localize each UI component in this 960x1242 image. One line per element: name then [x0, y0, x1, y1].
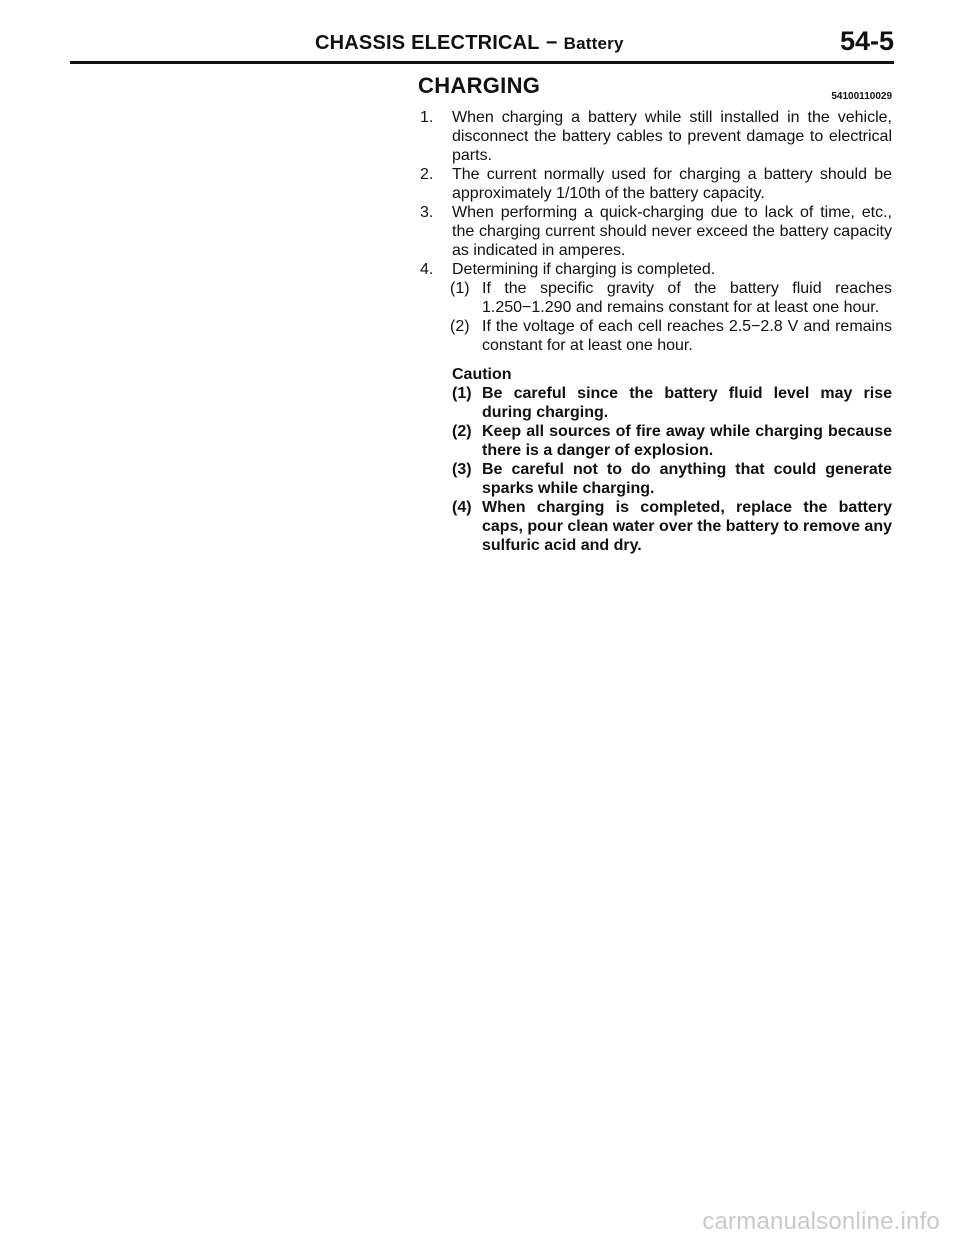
list-item-number: 4.	[420, 261, 434, 278]
caution-block	[418, 365, 892, 555]
content-column	[418, 73, 892, 555]
caution-item-text: Be careful since the battery fluid level may rise during charging.	[482, 385, 892, 421]
caution-item-text: Be careful not to do anything that could generate sparks while charging.	[482, 461, 892, 497]
caution-item-number: (4)	[452, 499, 472, 516]
list-item-number: 1.	[420, 109, 434, 126]
sub-list-item	[418, 279, 892, 317]
header-dash: −	[545, 32, 558, 54]
caution-item-text: Keep all sources of fire away while charging because there is a danger of explosion.	[482, 423, 892, 459]
watermark: carmanualsonline.info	[702, 1208, 940, 1235]
caution-item	[418, 422, 892, 460]
sub-list-item-number: (1)	[450, 280, 470, 297]
list-item-text: The current normally used for charging a battery should be approximately 1/10th of the battery capacity.	[452, 166, 892, 202]
list-item-text: Determining if charging is completed.	[452, 261, 716, 278]
caution-item-text: When charging is completed, replace the battery caps, pour clean water over the battery to remove any sulfuric acid and dry.	[482, 499, 892, 554]
sub-list-item-number: (2)	[450, 318, 470, 335]
caution-item	[418, 384, 892, 422]
list-item	[418, 165, 892, 203]
list-item	[418, 203, 892, 260]
list-item-number: 3.	[420, 204, 434, 221]
caution-title: Caution	[452, 366, 512, 383]
list-item-text: When charging a battery while still installed in the vehicle, disconnect the battery cables to prevent damage to electrical parts.	[452, 109, 892, 164]
header-chapter-title: CHASSIS ELECTRICAL	[315, 32, 540, 54]
list-item	[418, 260, 892, 279]
list-item	[418, 108, 892, 165]
page-number: 54-5	[839, 26, 894, 56]
caution-item-number: (1)	[452, 385, 472, 402]
caution-item	[418, 460, 892, 498]
header-title	[315, 32, 624, 55]
section-title: CHARGING	[418, 73, 541, 98]
header-subtitle: Battery	[563, 34, 624, 53]
section-heading	[418, 73, 892, 104]
sub-list-item	[418, 317, 892, 355]
page-header	[70, 28, 894, 64]
list-item-text: When performing a quick-charging due to lack of time, etc., the charging current should never exceed the battery capacity as indicated in amperes.	[452, 204, 892, 259]
sub-list-item-text: If the specific gravity of the battery fluid reaches 1.250−1.290 and remains constant for at least one hour.	[482, 280, 892, 316]
caution-item-number: (2)	[452, 423, 472, 440]
caution-item	[418, 498, 892, 555]
header-rule	[70, 61, 894, 64]
caution-item-number: (3)	[452, 461, 472, 478]
section-code: 54100110029	[831, 91, 892, 102]
sub-list-item-text: If the voltage of each cell reaches 2.5−2.8 V and remains constant for at least one hour.	[482, 318, 892, 354]
list-item-number: 2.	[420, 166, 434, 183]
